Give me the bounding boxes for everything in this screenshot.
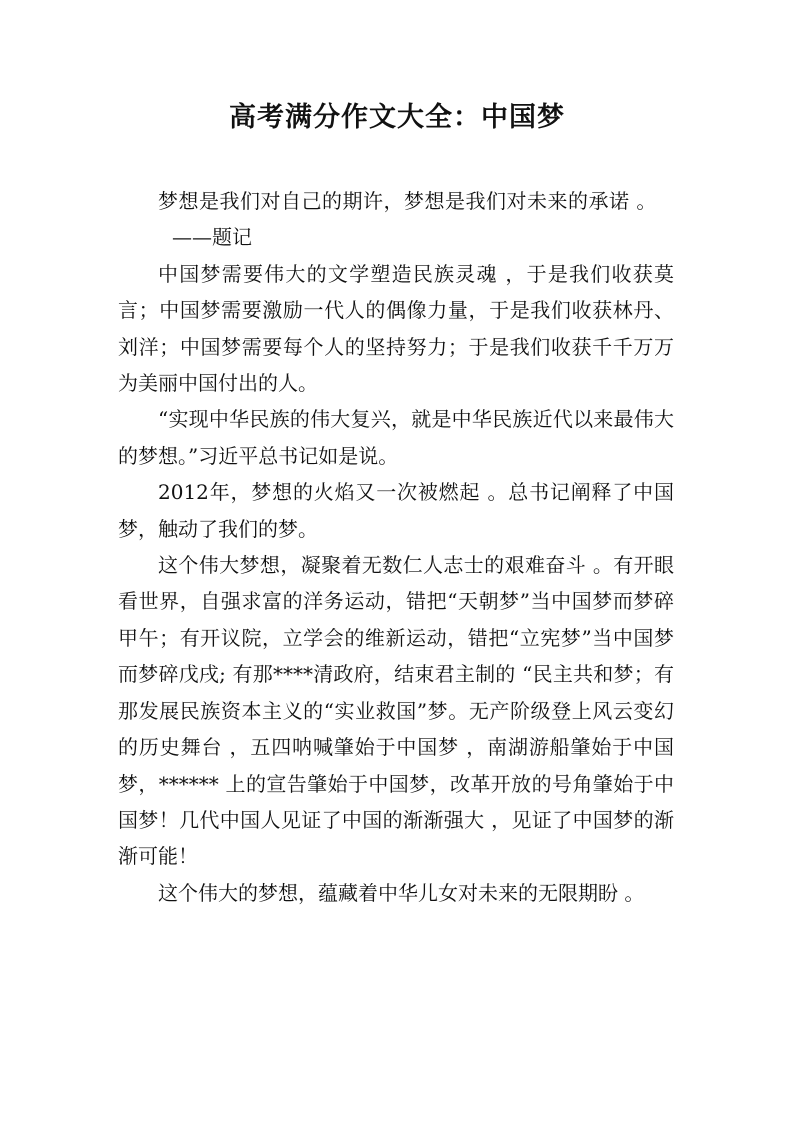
paragraph: 中国梦需要伟大的文学塑造民族灵魂 ，于是我们收获莫言；中国梦需要激励一代人的偶像力量，于是我们收获林丹、刘洋；中国梦需要每个人的坚持努力；于是我们收获千千万万为美丽中国付出的人。	[118, 261, 674, 396]
paragraph: 这个伟大梦想，凝聚着无数仁人志士的艰难奋斗 。有开眼看世界，自强求富的洋务运动，错把“天朝梦”当中国梦而梦碎甲午；有开议院，立学会的维新运动，错把“立宪梦”当中国梦而梦碎戊戌; 有那****清政府，结束君主制的 “民主共和梦；有那发展民族资本主义的“实业救国”梦。无产阶级登上风云变幻的历史舞台 ，五四呐喊肇始于中国梦 ，南湖游船肇始于中国梦，****** 上的宣告肇始于中国梦，改革开放的号角肇始于中国梦！几代中国人见证了中国的渐渐强大 ，见证了中国梦的渐渐可能！	[118, 553, 674, 869]
epigraph: 梦想是我们对自己的期许，梦想是我们对未来的承诺 。	[158, 189, 657, 213]
paragraph: 这个伟大的梦想，蕴藏着中华儿女对未来的无限期盼 。	[158, 880, 645, 905]
paragraph: 2012年，梦想的火焰又一次被燃起 。总书记阐释了中国梦，触动了我们的梦。	[118, 480, 674, 541]
paragraph: “实现中华民族的伟大复兴，就是中华民族近代以来最伟大的梦想。”习近平总书记如是说。	[118, 407, 674, 468]
document-body	[118, 183, 674, 911]
epigraph-inscription: ——题记	[172, 225, 252, 250]
document-title: 高考满分作文大全：中国梦	[229, 102, 565, 133]
